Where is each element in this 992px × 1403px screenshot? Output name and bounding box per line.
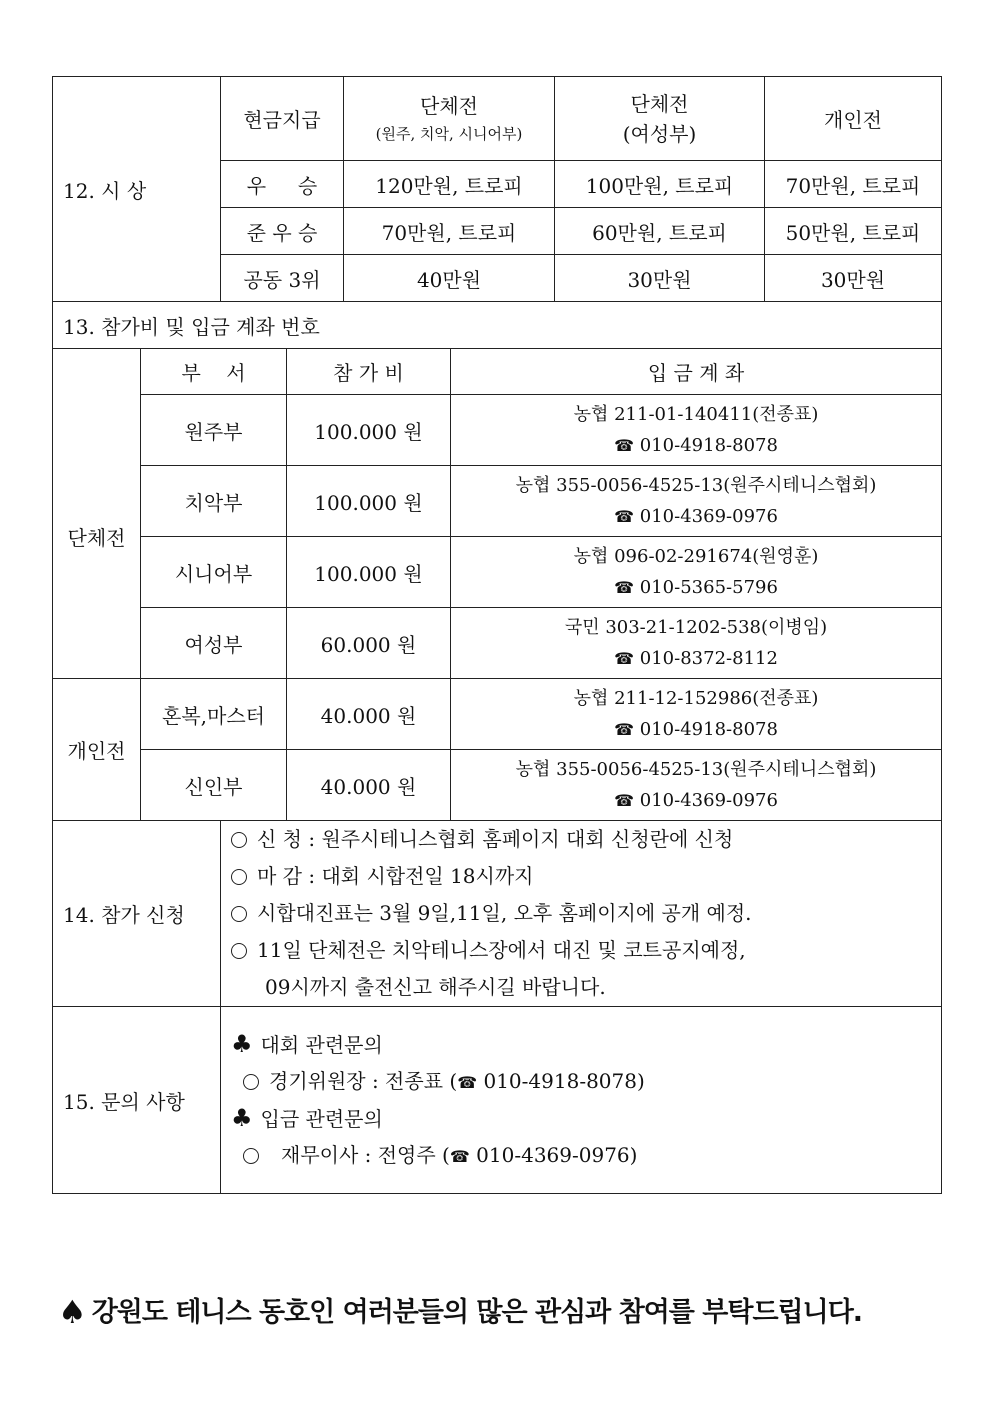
application-table	[52, 820, 942, 1194]
account-phone	[451, 501, 941, 532]
award-label: 준 우 승	[221, 208, 344, 255]
account-cell	[451, 679, 942, 750]
award-team2: 100만원, 트로피	[555, 161, 765, 208]
inquiry-heading	[231, 1100, 941, 1137]
phone-icon: ☎	[614, 791, 635, 810]
award-label: 우 승	[221, 161, 344, 208]
phone-number: 010-4918-8078)	[483, 1069, 645, 1093]
header-cash: 현금지급	[221, 77, 344, 161]
table-row	[53, 537, 942, 608]
phone-number: 010-4369-0976	[639, 506, 778, 527]
section12-title: 12. 시 상	[53, 77, 221, 302]
inquiry-item	[231, 1063, 941, 1100]
account-number: 농협 211-12-152986(전종표)	[573, 688, 819, 709]
dept-cell: 시니어부	[141, 537, 287, 608]
header-team1	[344, 77, 555, 161]
phone-icon: ☎	[614, 507, 635, 526]
section14-title: 14. 참가 신청	[53, 821, 221, 1007]
account-number: 농협 355-0056-4525-13(원주시테니스협회)	[515, 759, 877, 780]
award-indiv: 70만원, 트로피	[765, 161, 942, 208]
header-team2-main: 단체전	[630, 91, 689, 116]
indiv-label: 개인전	[53, 679, 141, 821]
account-number: 농협 355-0056-4525-13(원주시테니스협회)	[515, 475, 877, 496]
circle-bullet-icon	[231, 943, 247, 959]
table-row	[53, 466, 942, 537]
header-indiv: 개인전	[765, 77, 942, 161]
award-indiv: 50만원, 트로피	[765, 208, 942, 255]
table-row	[53, 608, 942, 679]
table-row	[53, 679, 942, 750]
list-item	[231, 821, 941, 858]
team-label: 단체전	[53, 395, 141, 679]
table-row	[53, 395, 942, 466]
closing-message	[58, 1290, 862, 1331]
account-cell	[451, 750, 942, 821]
list-item-text: 마 감 : 대회 시합전일 18시까지	[257, 864, 534, 888]
phone-icon: ☎	[614, 649, 635, 668]
phone-icon: ☎	[614, 578, 635, 597]
club-icon: ♣	[231, 1104, 253, 1132]
circle-bullet-icon	[231, 869, 247, 885]
list-item	[231, 858, 941, 895]
awards-table	[52, 76, 942, 302]
inquiry-contact: 재무이사 : 전영주 (	[281, 1143, 450, 1167]
inquiry-heading-text: 입금 관련문의	[260, 1107, 383, 1131]
circle-bullet-icon	[231, 832, 247, 848]
list-item	[231, 932, 941, 969]
phone-icon: ☎	[614, 436, 635, 455]
circle-bullet-icon	[243, 1148, 259, 1164]
dept-cell: 여성부	[141, 608, 287, 679]
account-phone	[451, 430, 941, 461]
inquiry-heading-text: 대회 관련문의	[260, 1033, 383, 1057]
section15-body	[221, 1007, 942, 1194]
account-number: 농협 211-01-140411(전종표)	[573, 404, 819, 425]
account-cell	[451, 395, 942, 466]
account-number: 농협 096-02-291674(원영훈)	[573, 546, 819, 567]
header-dept: 부 서	[141, 349, 287, 395]
account-cell	[451, 608, 942, 679]
header-fee: 참 가 비	[287, 349, 451, 395]
fee-cell: 40.000 원	[287, 679, 451, 750]
header-account: 입 금 계 좌	[451, 349, 942, 395]
inquiry-heading	[231, 1026, 941, 1063]
account-number: 국민 303-21-1202-538(이병임)	[564, 617, 828, 638]
award-team2: 60만원, 트로피	[555, 208, 765, 255]
fee-cell: 100.000 원	[287, 466, 451, 537]
list-item-text: 신 청 : 원주시테니스협회 홈페이지 대회 신청란에 신청	[257, 827, 734, 851]
account-cell	[451, 466, 942, 537]
award-team1: 120만원, 트로피	[344, 161, 555, 208]
phone-number: 010-4918-8078	[639, 719, 778, 740]
header-team1-main: 단체전	[420, 93, 478, 118]
blank-cell	[53, 349, 141, 395]
closing-text: 강원도 테니스 동호인 여러분들의 많은 관심과 참여를 부탁드립니다.	[91, 1297, 863, 1328]
phone-number: 010-4918-8078	[639, 435, 778, 456]
spade-icon: ♠	[58, 1293, 86, 1331]
dept-cell: 치악부	[141, 466, 287, 537]
list-item-text: 시합대진표는 3월 9일,11일, 오후 홈페이지에 공개 예정.	[257, 901, 752, 925]
account-phone	[451, 785, 941, 816]
circle-bullet-icon	[231, 906, 247, 922]
phone-icon: ☎	[457, 1073, 478, 1092]
section14-body	[221, 821, 942, 1007]
club-icon: ♣	[231, 1030, 253, 1058]
dept-cell: 신인부	[141, 750, 287, 821]
account-phone	[451, 714, 941, 745]
dept-cell: 원주부	[141, 395, 287, 466]
phone-icon: ☎	[449, 1147, 470, 1166]
award-label: 공동 3위	[221, 255, 344, 302]
phone-number: 010-4369-0976)	[476, 1143, 638, 1167]
header-team1-sub: (원주, 치악, 시니어부)	[375, 124, 523, 143]
account-phone	[451, 643, 941, 674]
fee-table	[52, 301, 942, 821]
section15-title: 15. 문의 사항	[53, 1007, 221, 1194]
section13-title: 13. 참가비 및 입금 계좌 번호	[53, 302, 942, 349]
list-item-text: 11일 단체전은 치악테니스장에서 대진 및 코트공지예정,	[257, 938, 746, 962]
phone-number: 010-4369-0976	[639, 790, 778, 811]
dept-cell: 혼복,마스터	[141, 679, 287, 750]
phone-icon: ☎	[614, 720, 635, 739]
table-row	[53, 750, 942, 821]
award-team1: 40만원	[344, 255, 555, 302]
phone-number: 010-8372-8112	[639, 648, 778, 669]
fee-cell: 40.000 원	[287, 750, 451, 821]
inquiry-contact: 경기위원장 : 전종표 (	[269, 1069, 458, 1093]
list-item-continuation: 09시까지 출전신고 해주시길 바랍니다.	[265, 975, 606, 999]
award-indiv: 30만원	[765, 255, 942, 302]
fee-cell: 60.000 원	[287, 608, 451, 679]
phone-number: 010-5365-5796	[639, 577, 778, 598]
header-team2	[555, 77, 765, 161]
circle-bullet-icon	[243, 1074, 259, 1090]
header-team2-sub: (여성부)	[622, 121, 697, 146]
account-phone	[451, 572, 941, 603]
list-item	[231, 895, 941, 932]
fee-cell: 100.000 원	[287, 395, 451, 466]
award-team1: 70만원, 트로피	[344, 208, 555, 255]
award-team2: 30만원	[555, 255, 765, 302]
fee-cell: 100.000 원	[287, 537, 451, 608]
inquiry-item	[231, 1137, 941, 1174]
account-cell	[451, 537, 942, 608]
